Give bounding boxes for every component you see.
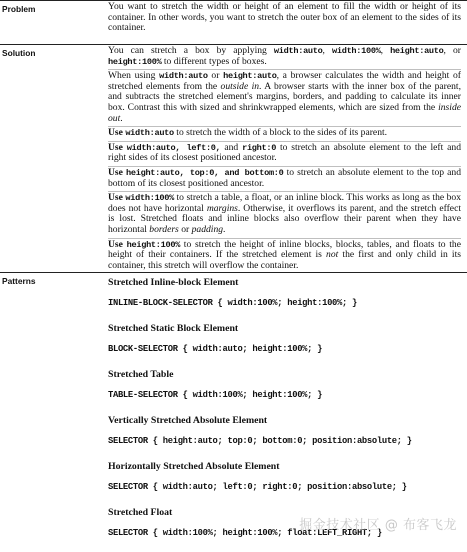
solution-body xyxy=(108,45,467,273)
solution-paragraph-3: Use width:auto to stretch the width of a block to the sides of its parent. xyxy=(108,126,461,141)
pattern-title: Vertically Stretched Absolute Element xyxy=(108,415,268,426)
problem-text: You want to stretch the width or height of an element to fill the width or height of its container. In other words, you want to stretch the outer box of an element to the sides of its container. xyxy=(108,1,461,34)
pattern-title: Horizontally Stretched Absolute Element xyxy=(108,461,280,472)
pattern-title: Stretched Float xyxy=(108,507,173,518)
pattern-item xyxy=(108,277,461,309)
patterns-section xyxy=(0,272,467,552)
pattern-item xyxy=(108,323,461,355)
solution-paragraph-4: Use width:auto, left:0, and right:0 to stretch an absolute element to the left and right sides of its closest positioned ancestor. xyxy=(108,141,461,166)
pattern-title: Stretched Static Block Element xyxy=(108,323,239,334)
pattern-code: SELECTOR { height:auto; top:0; bottom:0; position:absolute; } xyxy=(108,436,412,446)
patterns-body xyxy=(108,273,467,539)
problem-label: Problem xyxy=(2,4,36,14)
pattern-title: Stretched Inline-block Element xyxy=(108,277,239,288)
pattern-code: BLOCK-SELECTOR { width:auto; height:100%; } xyxy=(108,344,323,354)
solution-paragraph-5: Use height:auto, top:0, and bottom:0 to stretch an absolute element to the top and bottom of its closest positioned ancestor. xyxy=(108,166,461,191)
pattern-code: SELECTOR { width:auto; left:0; right:0; position:absolute; } xyxy=(108,482,407,492)
solution-paragraph-2: When using width:auto or height:auto, a browser calculates the width and height of stretched elements from the outside in. A browser starts with the inner box of the parent, and subtracts the stretched element's margins, borders, and padding to calculate its inner box. Contrast this with sized and shrinkwrapped elements, which are sized from the inside out. xyxy=(108,69,461,126)
pattern-item xyxy=(108,369,461,401)
solution-section xyxy=(0,44,467,272)
solution-paragraph-1: You can stretch a box by applying width:auto, width:100%, height:auto, or height:100% to different types of boxes. xyxy=(108,45,461,67)
pattern-code: TABLE-SELECTOR { width:100%; height:100%; } xyxy=(108,390,323,400)
pattern-code: SELECTOR { width:100%; height:100%; float:LEFT_RIGHT; } xyxy=(108,528,382,538)
problem-section xyxy=(0,0,467,44)
solution-paragraph-6: Use width:100% to stretch a table, a float, or an inline block. This works as long as the box does not have horizontal margins. Otherwise, it overflows its parent, and the stretch effect is lost. Stretched floats and inline blocks also overflow their parent when they have horizontal borders or padding. xyxy=(108,191,461,237)
solution-paragraph-7: Use height:100% to stretch the height of inline blocks, blocks, tables, and floats to the height of their containers. If the stretched element is not the first and only child in its container, this stretch will overflow the container. xyxy=(108,238,461,274)
watermark: 掘金技术社区 @ 布客飞龙 xyxy=(299,518,457,533)
pattern-item xyxy=(108,461,461,493)
solution-label: Solution xyxy=(2,48,36,58)
patterns-label: Patterns xyxy=(2,276,36,286)
pattern-item xyxy=(108,415,461,447)
pattern-code: INLINE-BLOCK-SELECTOR { width:100%; height:100%; } xyxy=(108,298,357,308)
pattern-title: Stretched Table xyxy=(108,369,174,380)
problem-body xyxy=(108,1,467,36)
